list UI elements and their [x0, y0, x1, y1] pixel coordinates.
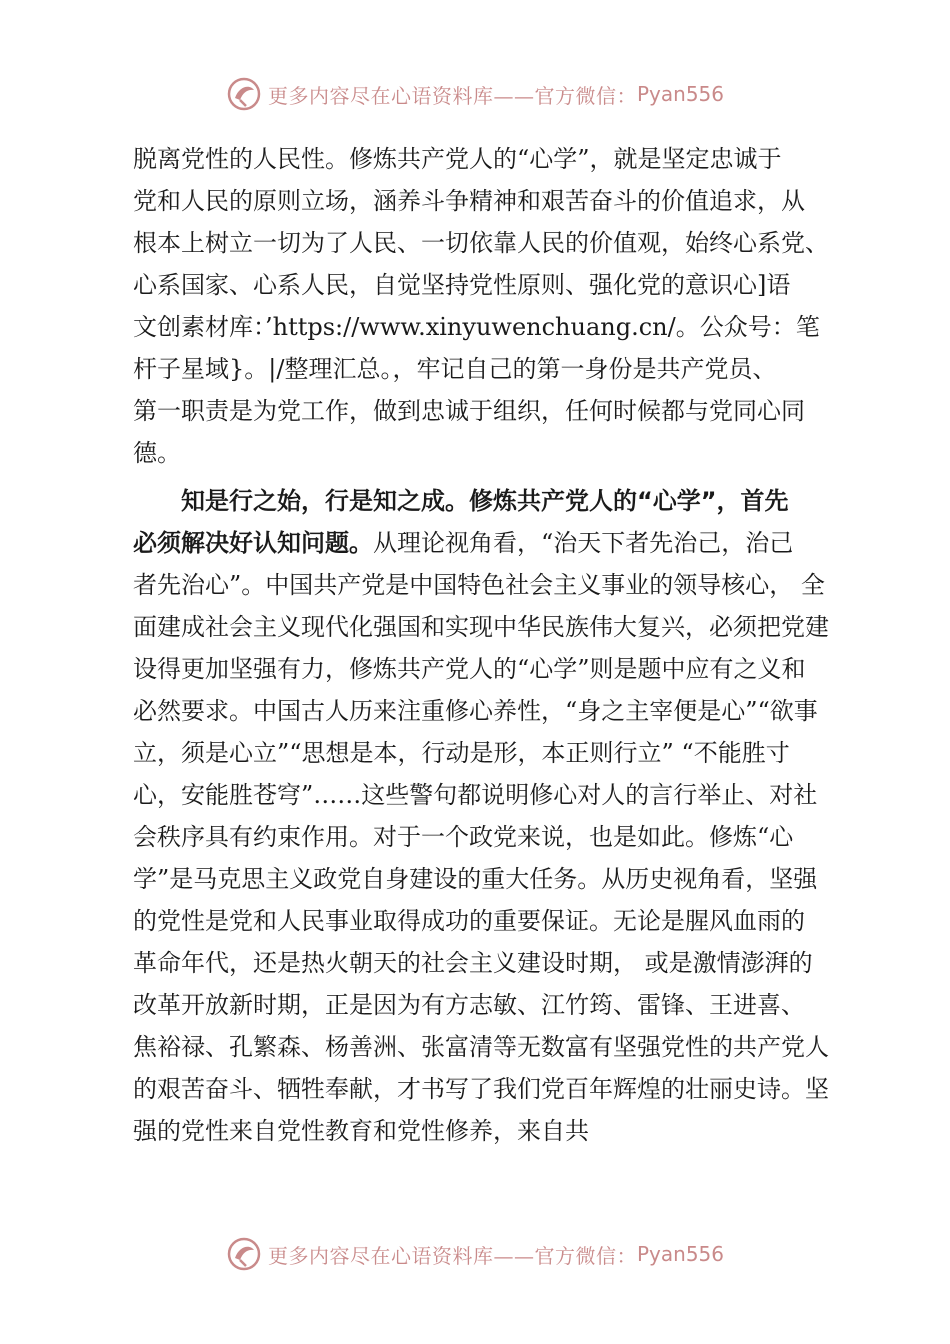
text-line: 学”是马克思主义政党自身建设的重大任务。从历史视角看，坚强: [133, 865, 818, 893]
text-line: 者先治心”。中国共产党是中国特色社会主义事业的领导核心， 全: [133, 571, 825, 599]
text-line: 强的党性来自党性教育和党性修养，来自共: [133, 1117, 589, 1145]
text-line: 党和人民的原则立场，涵养斗争精神和艰苦奋斗的价值追求，从: [133, 187, 805, 215]
footer-banner: [0, 1232, 950, 1276]
text-line: 的艰苦奋斗、牺牲奉献，才书写了我们党百年辉煌的壮丽史诗。坚: [133, 1075, 829, 1103]
header-banner-id: Pyan556: [636, 82, 724, 106]
text-line-rest: 从理论视角看，“治天下者先治己，治己: [373, 529, 794, 557]
text-line: 心，安能胜苍穹”……这些警句都说明修心对人的言行举止、对社: [133, 781, 818, 809]
text-line: 根本上树立一切为了人民、一切依靠人民的价值观，始终心系党、: [133, 229, 829, 257]
header-banner-text: 更多内容尽在心语资料库——官方微信：: [267, 83, 637, 108]
document-body: [133, 138, 857, 1152]
text-line: 脱离党性的人民性。修炼共产党人的“心学”，就是坚定忠诚于: [133, 145, 782, 173]
bold-heading-line: 知是行之始，行是知之成。修炼共产党人的“心学”，首先: [181, 487, 789, 515]
text-line: 杆子星域}。|/整理汇总。，牢记自己的第一身份是共产党员、: [133, 355, 777, 383]
text-line: 心系国家、心系人民，自觉坚持党性原则、强化党的意识心]语: [133, 271, 791, 299]
text-line: 必然要求。中国古人历来注重修心养性，“身之主宰便是心”“欲事: [133, 697, 818, 725]
text-line: 的党性是党和人民事业取得成功的重要保证。无论是腥风血雨的: [133, 907, 805, 935]
text-line: 德。: [133, 439, 181, 467]
text-line: 立，须是心立”“思想是本，行动是形，本正则行立” “不能胜寸: [133, 739, 790, 767]
text-line: 革命年代，还是热火朝天的社会主义建设时期， 或是激情澎湃的: [133, 949, 813, 977]
text-line: 文创素材库：’https://www.xinyuwenchuang.cn/。公众号：笔: [133, 313, 820, 341]
bold-heading-end: 必须解决好认知问题。: [133, 529, 373, 557]
paragraph-1: [133, 138, 857, 474]
text-line: 面建成社会主义现代化强国和实现中华民族伟大复兴，必须把党建: [133, 613, 829, 641]
paragraph-2: [133, 480, 857, 1152]
text-line: 会秩序具有约束作用。对于一个政党来说，也是如此。修炼“心: [133, 823, 794, 851]
footer-banner-text: 更多内容尽在心语资料库——官方微信：: [267, 1243, 637, 1268]
text-line: 改革开放新时期，正是因为有方志敏、江竹筠、雷锋、王进喜、: [133, 991, 805, 1019]
text-line: [133, 522, 857, 564]
header-banner: [0, 72, 950, 116]
brand-logo-icon: [226, 76, 262, 112]
text-line: 第一职责是为党工作，做到忠诚于组织，任何时候都与党同心同: [133, 397, 805, 425]
text-line: 设得更加坚强有力，修炼共产党人的“心学”则是题中应有之义和: [133, 655, 806, 683]
footer-banner-id: Pyan556: [636, 1242, 724, 1266]
brand-logo-icon: [226, 1236, 262, 1272]
text-line: 焦裕禄、孔繁森、杨善洲、张富清等无数富有坚强党性的共产党人: [133, 1033, 829, 1061]
